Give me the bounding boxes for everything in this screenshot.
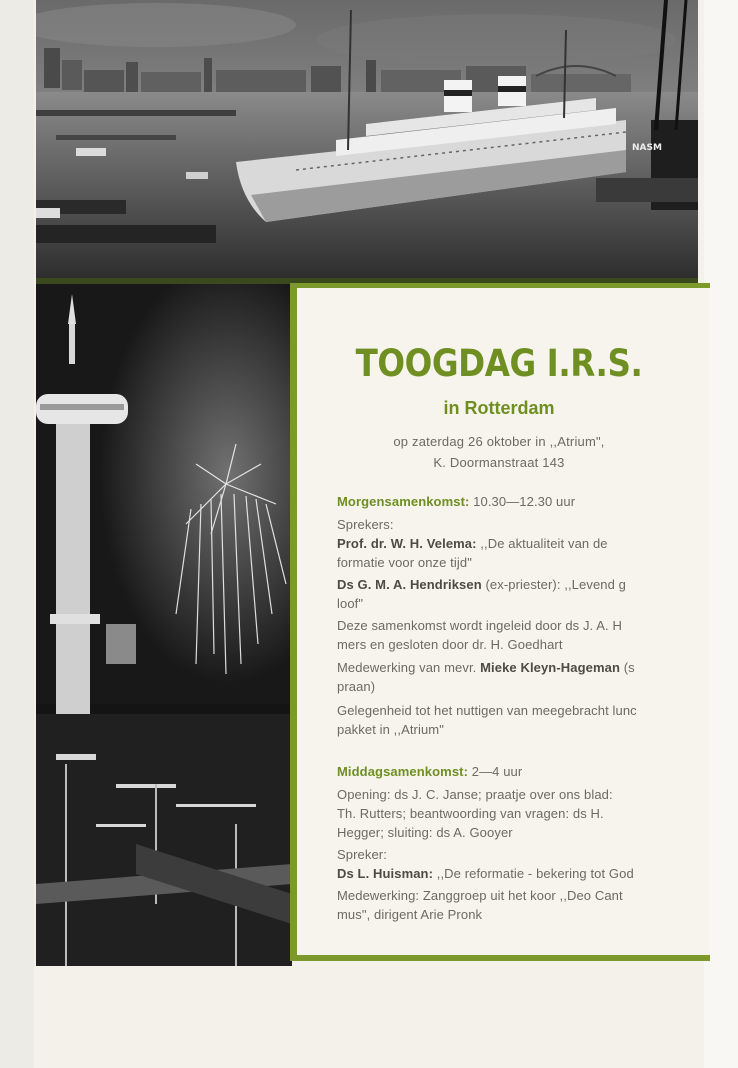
speaker1-talk-a: ,,De aktualiteit van de (480, 536, 608, 551)
morning-heading: Morgensamenkomst: (337, 494, 470, 509)
afternoon-speaker-name: Ds L. Huisman: (337, 866, 434, 881)
music-post: (s (623, 660, 635, 675)
afternoon-program-a: Opening: ds J. C. Janse; praatje over ons blad: (337, 787, 613, 802)
speaker1-line-a (337, 534, 710, 553)
morning-music-b: praan) (337, 679, 376, 694)
morning-opening-a: Deze samenkomst wordt ingeleid door ds J. A. H (337, 618, 622, 633)
morning-time: 10.30—12.30 uur (473, 494, 576, 509)
morning-opening-b: mers en gesloten door dr. H. Goedhart (337, 637, 563, 652)
afternoon-music-a: Medewerking: Zanggroep uit het koor ,,Deo Cant (337, 888, 623, 903)
speaker2-talk-a: (ex-priester): ,,Levend g (485, 577, 626, 592)
music-performer: Mieke Kleyn-Hageman (480, 660, 621, 675)
ship-sign-text: NASM (632, 143, 662, 153)
speaker1-talk-b: formatie voor onze tijd" (337, 555, 472, 570)
afternoon-heading: Middagsamenkomst: (337, 764, 469, 779)
morning-lunch-a: Gelegenheid tot het nuttigen van meegebracht lunc (337, 703, 637, 718)
afternoon-speaker-talk: ,,De reformatie - bekering tot God (436, 866, 634, 881)
event-announcement-box (290, 283, 710, 961)
speaker1-name: Prof. dr. W. H. Velema: (337, 536, 477, 551)
music-pre: Medewerking van mevr. (337, 660, 477, 675)
speaker2-line-a (337, 575, 710, 594)
afternoon-speaker-line (337, 864, 710, 883)
speaker2-name: Ds G. M. A. Hendriksen (337, 577, 482, 592)
morning-music-line (337, 658, 710, 677)
afternoon-heading-line (337, 762, 710, 781)
harbour-photo (36, 0, 698, 278)
venue-line-1: op zaterdag 26 oktober in ,,Atrium", (393, 434, 605, 449)
afternoon-program-c: Hegger; sluiting: ds A. Gooyer (337, 825, 513, 840)
venue-line-2: K. Doormanstraat 143 (433, 455, 565, 470)
speaker2-talk-b: loof" (337, 596, 364, 611)
event-title: TOOGDAG I.R.S. (355, 342, 643, 385)
euromast-night-photo (36, 284, 292, 966)
morning-speakers-label: Sprekers: (337, 517, 394, 532)
morning-lunch-b: pakket in ,,Atrium" (337, 722, 444, 737)
event-subtitle: in Rotterdam (443, 398, 555, 418)
afternoon-program-b: Th. Rutters; beantwoording van vragen: ds H. (337, 806, 604, 821)
morning-heading-line (337, 492, 710, 511)
afternoon-music-b: mus", dirigent Arie Pronk (337, 907, 483, 922)
afternoon-time: 2—4 uur (471, 764, 523, 779)
page-margin-left (0, 0, 34, 1068)
afternoon-speaker-label: Spreker: (337, 847, 387, 862)
